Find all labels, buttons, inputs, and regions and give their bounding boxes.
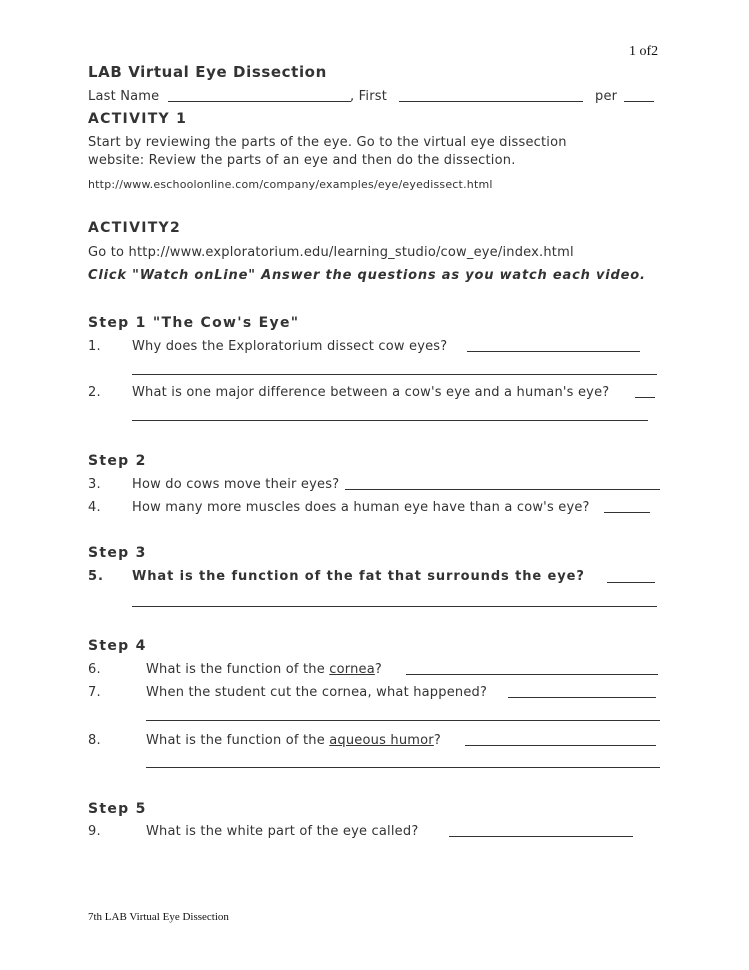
answer7-line-a[interactable]	[508, 697, 656, 698]
question5-text: What is the function of the fat that surrounds the eye?	[132, 569, 585, 584]
step3-heading: Step 3	[88, 545, 147, 561]
question-number: 8.	[88, 733, 101, 748]
answer1-line-a[interactable]	[467, 351, 640, 352]
last-name-label: Last Name	[88, 89, 160, 104]
page-number: 1 of2	[629, 44, 659, 59]
question6-suffix: ?	[374, 662, 382, 677]
question6-prefix: What is the function of the	[146, 662, 330, 677]
activity2-instruction: Click "Watch onLine" Answer the questions as you watch each video.	[88, 268, 646, 283]
activity1-text-line1: Start by reviewing the parts of the eye. Go to the virtual eye dissection	[88, 135, 567, 150]
question8-suffix: ?	[433, 733, 441, 748]
activity1-text-line2: website: Review the parts of an eye and then do the dissection.	[88, 153, 516, 168]
step1-heading: Step 1 "The Cow's Eye"	[88, 315, 300, 331]
question4-text: How many more muscles does a human eye have than a cow's eye?	[132, 500, 590, 515]
question6-text	[146, 662, 382, 677]
step2-heading: Step 2	[88, 453, 147, 469]
page-title: LAB Virtual Eye Dissection	[88, 63, 327, 81]
question2-text: What is one major difference between a cow's eye and a human's eye?	[132, 385, 610, 400]
answer8-line-a[interactable]	[465, 745, 656, 746]
period-label: per	[595, 89, 618, 104]
question8-prefix: What is the function of the	[146, 733, 330, 748]
question6-term: cornea	[329, 662, 375, 677]
answer6-line[interactable]	[406, 674, 658, 675]
question8-term: aqueous humor	[329, 733, 434, 748]
question9-text: What is the white part of the eye called?	[146, 824, 419, 839]
answer7-line-b[interactable]	[146, 720, 660, 721]
question-number: 2.	[88, 385, 101, 400]
activity2-goto[interactable]: Go to http://www.exploratorium.edu/learning_studio/cow_eye/index.html	[88, 245, 574, 260]
question-number: 3.	[88, 477, 101, 492]
answer9-line[interactable]	[449, 836, 633, 837]
question8-text	[146, 733, 441, 748]
answer4-line[interactable]	[604, 512, 650, 513]
answer3-line[interactable]	[345, 489, 660, 490]
answer5-line-b[interactable]	[132, 606, 657, 607]
answer5-line-a[interactable]	[607, 582, 655, 583]
first-name-label: , First	[350, 89, 388, 104]
first-name-field[interactable]	[399, 101, 583, 102]
question3-text: How do cows move their eyes?	[132, 477, 340, 492]
question-number: 5.	[88, 569, 104, 584]
answer8-line-b[interactable]	[146, 767, 660, 768]
step4-heading: Step 4	[88, 638, 147, 654]
question1-text: Why does the Exploratorium dissect cow eyes?	[132, 339, 448, 354]
question-number: 6.	[88, 662, 101, 677]
question-number: 4.	[88, 500, 101, 515]
footer-text: 7th LAB Virtual Eye Dissection	[88, 911, 229, 923]
question-number: 1.	[88, 339, 101, 354]
question-number: 9.	[88, 824, 101, 839]
activity1-heading: ACTIVITY 1	[88, 111, 188, 127]
answer2-line-a[interactable]	[635, 397, 655, 398]
period-field[interactable]	[624, 101, 654, 102]
question-number: 7.	[88, 685, 101, 700]
activity2-heading: ACTIVITY2	[88, 220, 182, 236]
last-name-field[interactable]	[168, 101, 351, 102]
answer1-line-b[interactable]	[132, 374, 657, 375]
step5-heading: Step 5	[88, 801, 147, 817]
question7-text: When the student cut the cornea, what happened?	[146, 685, 488, 700]
answer2-line-b[interactable]	[132, 420, 648, 421]
activity1-url[interactable]: http://www.eschoolonline.com/company/examples/eye/eyedissect.html	[88, 178, 493, 191]
